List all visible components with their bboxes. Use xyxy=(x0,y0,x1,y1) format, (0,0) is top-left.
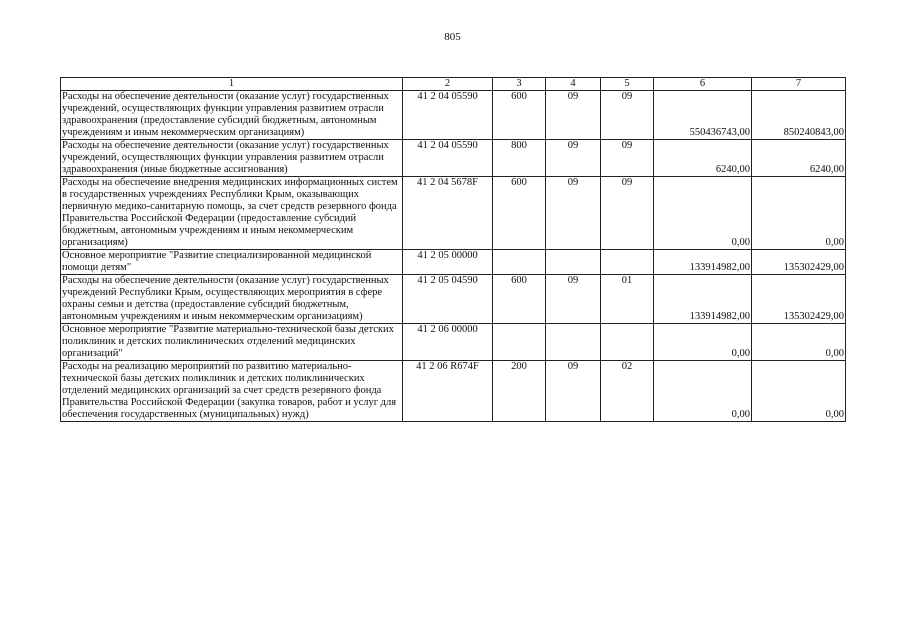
amount-col6: 0,00 xyxy=(654,177,752,250)
amount-col6: 0,00 xyxy=(654,324,752,361)
subsection: 09 xyxy=(601,91,654,140)
header-cell: 2 xyxy=(403,78,493,91)
target-code: 41 2 05 04590 xyxy=(403,275,493,324)
target-code: 41 2 04 05590 xyxy=(403,91,493,140)
section: 09 xyxy=(546,177,601,250)
target-code: 41 2 06 00000 xyxy=(403,324,493,361)
subsection: 09 xyxy=(601,140,654,177)
expense-name: Расходы на обеспечение внедрения медицинских информационных систем в государственных учреждениях Республики Крым, оказывающих первичную медико-санитарную помощь, за счет средств резервного фонда Правительства Российской Федерации (предоставление субсидий бюджетным, автономным учреждениям и иным некоммерческим организациям) xyxy=(61,177,403,250)
section: 09 xyxy=(546,140,601,177)
section xyxy=(546,324,601,361)
target-code: 41 2 04 05590 xyxy=(403,140,493,177)
table-row xyxy=(61,275,846,324)
section: 09 xyxy=(546,275,601,324)
amount-col6: 0,00 xyxy=(654,361,752,422)
table-row xyxy=(61,177,846,250)
amount-col7: 850240843,00 xyxy=(752,91,846,140)
target-code: 41 2 04 5678F xyxy=(403,177,493,250)
subsection: 01 xyxy=(601,275,654,324)
expense-name: Расходы на обеспечение деятельности (оказание услуг) государственных учреждений, осуществляющих функции управления развитием отрасли здравоохранения (иные бюджетные ассигнования) xyxy=(61,140,403,177)
section: 09 xyxy=(546,361,601,422)
section xyxy=(546,250,601,275)
expense-type: 600 xyxy=(493,91,546,140)
subsection xyxy=(601,324,654,361)
amount-col7: 0,00 xyxy=(752,177,846,250)
table-row xyxy=(61,140,846,177)
amount-col7: 0,00 xyxy=(752,324,846,361)
expense-name: Расходы на обеспечение деятельности (оказание услуг) государственных учреждений Республики Крым, осуществляющих мероприятия в сфере охраны семьи и детства (предоставление субсидий бюджетным, автономным учреждениям и иным некоммерческим организациям) xyxy=(61,275,403,324)
expense-name: Основное мероприятие "Развитие материально-технической базы детских поликлиник и детских поликлинических отделений медицинских организаций" xyxy=(61,324,403,361)
expense-name: Расходы на реализацию мероприятий по развитию материально-технической базы детских поликлиник и детских поликлинических отделений медицинских организаций за счет средств резервного фонда Правительства Российской Федерации (закупка товаров, работ и услуг для обеспечения государственных (муниципальных) нужд) xyxy=(61,361,403,422)
budget-table xyxy=(60,77,846,422)
expense-type: 800 xyxy=(493,140,546,177)
header-row xyxy=(61,78,846,91)
target-code: 41 2 06 R674F xyxy=(403,361,493,422)
amount-col6: 133914982,00 xyxy=(654,250,752,275)
table-row xyxy=(61,361,846,422)
table-row xyxy=(61,250,846,275)
amount-col7: 6240,00 xyxy=(752,140,846,177)
expense-type xyxy=(493,324,546,361)
expense-name: Расходы на обеспечение деятельности (оказание услуг) государственных учреждений, осуществляющих функции управления развитием отрасли здравоохранения (предоставление субсидий бюджетным, автономным учреждениям и иным некоммерческим организациям) xyxy=(61,91,403,140)
header-cell: 3 xyxy=(493,78,546,91)
expense-type xyxy=(493,250,546,275)
header-cell: 6 xyxy=(654,78,752,91)
amount-col7: 135302429,00 xyxy=(752,275,846,324)
amount-col7: 135302429,00 xyxy=(752,250,846,275)
subsection: 02 xyxy=(601,361,654,422)
amount-col6: 550436743,00 xyxy=(654,91,752,140)
expense-type: 600 xyxy=(493,177,546,250)
amount-col6: 133914982,00 xyxy=(654,275,752,324)
subsection xyxy=(601,250,654,275)
amount-col7: 0,00 xyxy=(752,361,846,422)
expense-name: Основное мероприятие "Развитие специализированной медицинской помощи детям" xyxy=(61,250,403,275)
amount-col6: 6240,00 xyxy=(654,140,752,177)
header-cell: 7 xyxy=(752,78,846,91)
header-cell: 1 xyxy=(61,78,403,91)
section: 09 xyxy=(546,91,601,140)
subsection: 09 xyxy=(601,177,654,250)
header-cell: 4 xyxy=(546,78,601,91)
target-code: 41 2 05 00000 xyxy=(403,250,493,275)
table-row xyxy=(61,91,846,140)
expense-type: 600 xyxy=(493,275,546,324)
page-number: 805 xyxy=(444,31,461,43)
expense-type: 200 xyxy=(493,361,546,422)
table-row xyxy=(61,324,846,361)
header-cell: 5 xyxy=(601,78,654,91)
